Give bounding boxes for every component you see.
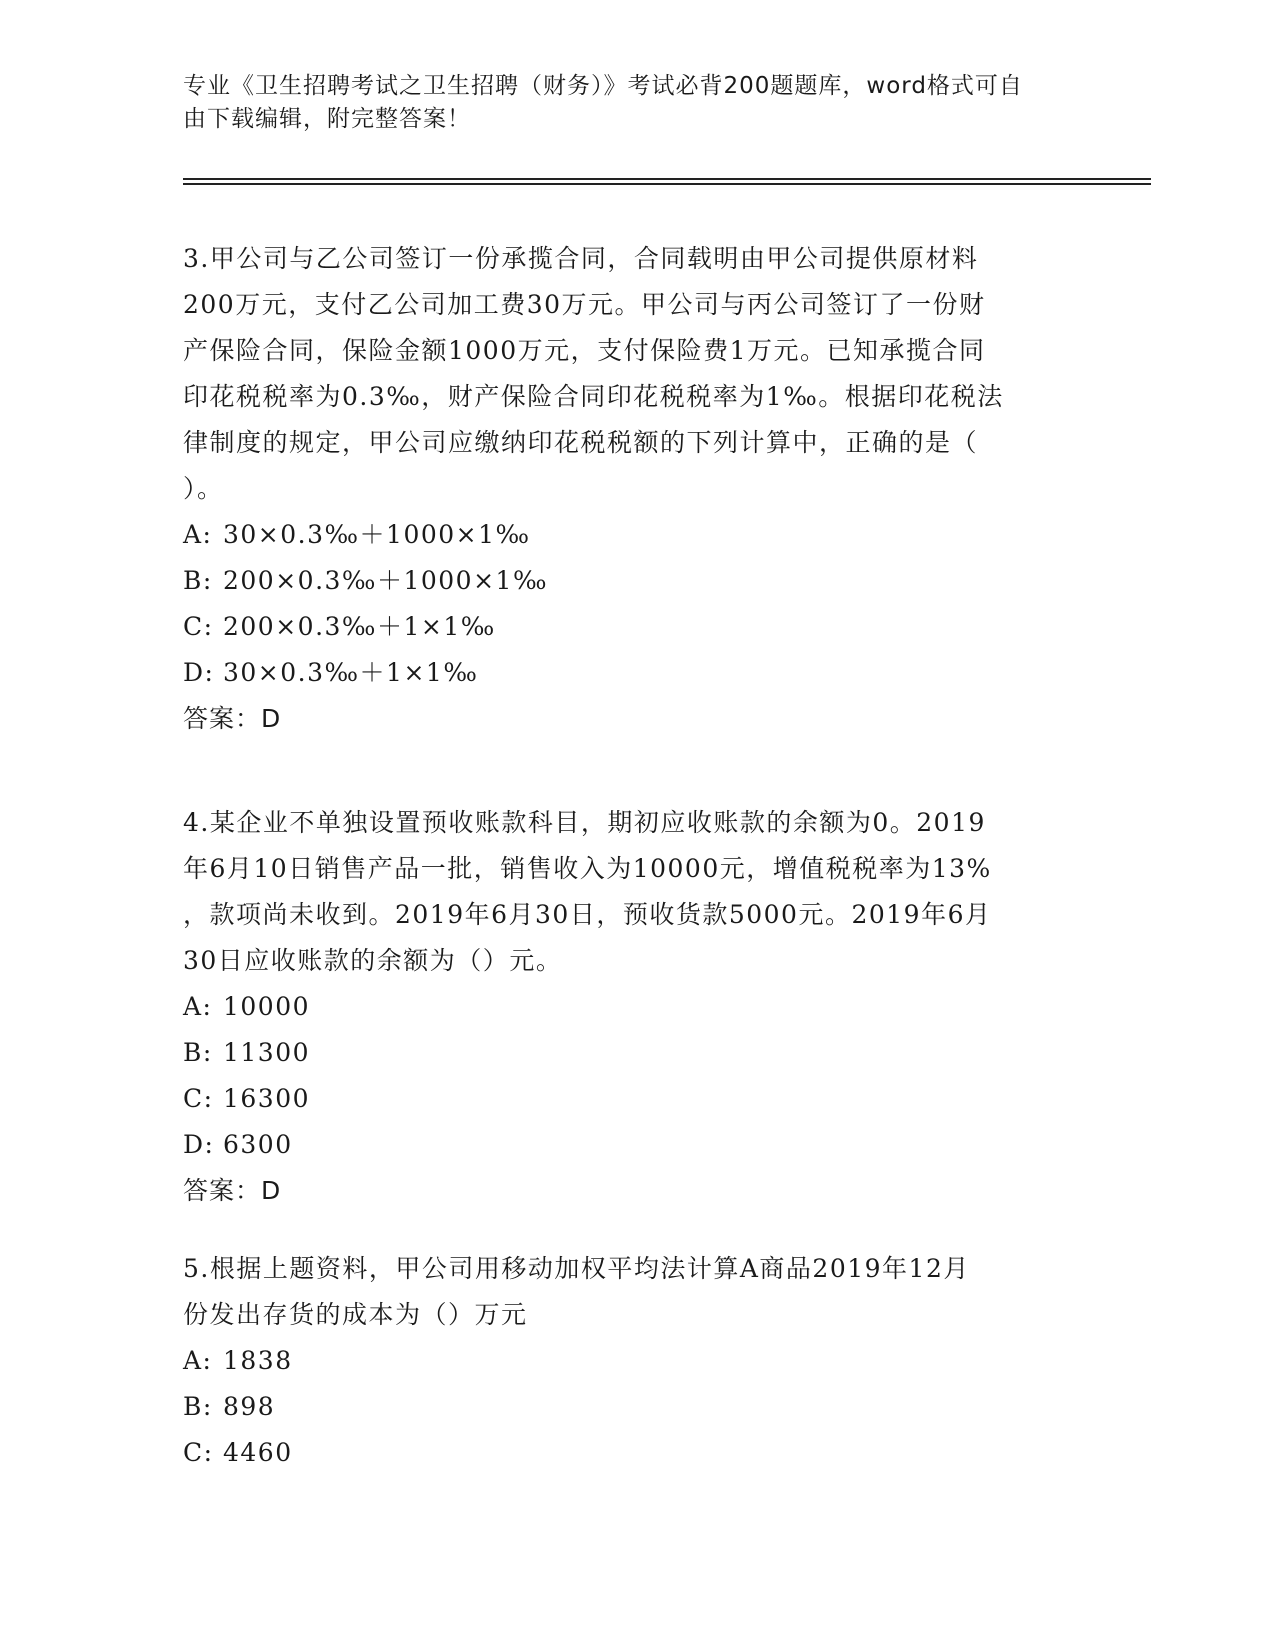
option-b xyxy=(183,558,1083,604)
option-letter: B: xyxy=(183,566,213,595)
stem-line: 3.甲公司与乙公司签订一份承揽合同，合同载明由甲公司提供原材料 xyxy=(183,244,979,273)
option-text: 6300 xyxy=(223,1130,293,1159)
option-letter: B: xyxy=(183,1392,213,1421)
option-letter: B: xyxy=(183,1038,213,1067)
option-text: 30×0.3‰＋1×1‰ xyxy=(223,658,479,687)
answer-line: 答案：D xyxy=(183,1176,282,1205)
stem-line: 产保险合同，保险金额1000万元，支付保险费1万元。已知承揽合同 xyxy=(183,336,986,365)
option-b xyxy=(183,1384,1083,1430)
option-d xyxy=(183,650,1083,696)
option-a xyxy=(183,512,1083,558)
stem-line: 30日应收账款的余额为（）元。 xyxy=(183,946,563,975)
option-text: 11300 xyxy=(223,1038,311,1067)
option-text: 898 xyxy=(223,1392,276,1421)
stem-line: 印花税税率为0.3‰，财产保险合同印花税税率为1‰。根据印花税法 xyxy=(183,382,1004,411)
option-c xyxy=(183,604,1083,650)
option-letter: A: xyxy=(183,520,213,549)
option-text: 30×0.3‰＋1000×1‰ xyxy=(223,520,531,549)
question-stem xyxy=(183,800,1083,984)
option-a xyxy=(183,1338,1083,1384)
option-letter: D: xyxy=(183,658,215,687)
option-text: 1838 xyxy=(223,1346,293,1375)
option-text: 200×0.3‰＋1×1‰ xyxy=(223,612,496,641)
option-letter: C: xyxy=(183,612,214,641)
option-a xyxy=(183,984,1083,1030)
option-letter: C: xyxy=(183,1084,214,1113)
option-c xyxy=(183,1430,1083,1476)
header-divider-top xyxy=(183,178,1151,180)
stem-line: 年6月10日销售产品一批，销售收入为10000元，增值税税率为13% xyxy=(183,854,992,883)
option-text: 4460 xyxy=(223,1438,293,1467)
option-letter: D: xyxy=(183,1130,215,1159)
header-title-line-1: 专业《卫生招聘考试之卫生招聘（财务）》考试必背200题题库，word格式可自 xyxy=(183,73,1023,99)
question-5 xyxy=(183,1246,1083,1476)
option-letter: A: xyxy=(183,992,213,1021)
question-4 xyxy=(183,800,1083,1214)
stem-line: ）。 xyxy=(183,474,224,503)
question-stem xyxy=(183,1246,1083,1338)
option-text: 10000 xyxy=(223,992,311,1021)
stem-line: 份发出存货的成本为（）万元 xyxy=(183,1300,528,1329)
stem-line: 律制度的规定，甲公司应缴纳印花税税额的下列计算中，正确的是（ xyxy=(183,428,979,457)
question-stem xyxy=(183,236,1083,512)
document-header xyxy=(183,70,1063,136)
answer-line: 答案：D xyxy=(183,704,282,733)
header-divider-bottom xyxy=(183,183,1151,185)
option-letter: A: xyxy=(183,1346,213,1375)
option-text: 16300 xyxy=(223,1084,311,1113)
option-c xyxy=(183,1076,1083,1122)
header-title-line-2: 由下载编辑，附完整答案！ xyxy=(183,106,471,132)
stem-line: 200万元，支付乙公司加工费30万元。甲公司与丙公司签订了一份财 xyxy=(183,290,986,319)
option-b xyxy=(183,1030,1083,1076)
question-3 xyxy=(183,236,1083,742)
option-letter: C: xyxy=(183,1438,214,1467)
stem-line: ，款项尚未收到。2019年6月30日，预收货款5000元。2019年6月 xyxy=(183,900,992,929)
stem-line: 5.根据上题资料，甲公司用移动加权平均法计算A商品2019年12月 xyxy=(183,1254,970,1283)
option-d xyxy=(183,1122,1083,1168)
stem-line: 4.某企业不单独设置预收账款科目，期初应收账款的余额为0。2019 xyxy=(183,808,986,837)
option-text: 200×0.3‰＋1000×1‰ xyxy=(223,566,548,595)
